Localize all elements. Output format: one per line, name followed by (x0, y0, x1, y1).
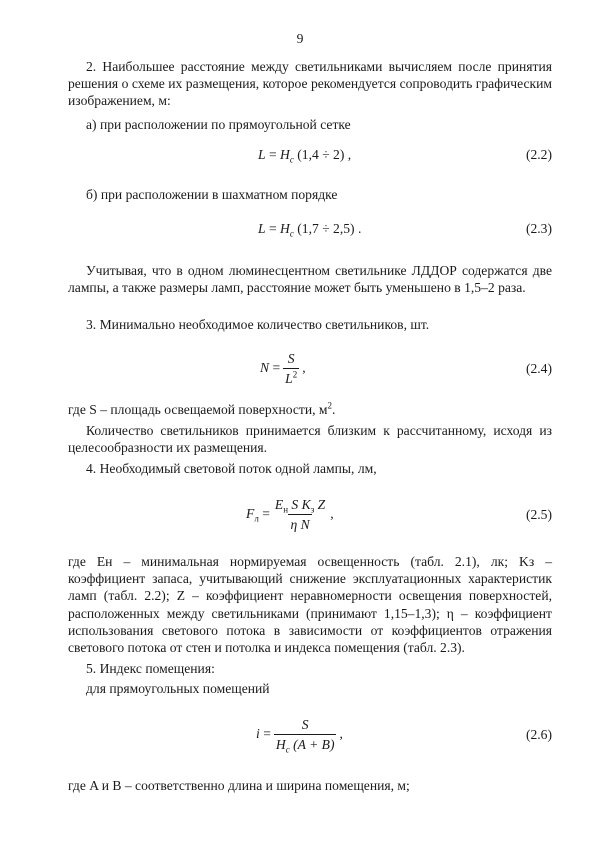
paragraph-2: 2. Наибольшее расстояние между светильниками вычисляем после принятия решения о схеме их размещения, которое рекомендуется сопроводить графическим изображением, м: (68, 59, 552, 109)
formula-2-4: N = $\frac{S}{L^2}$ , (260, 351, 306, 387)
equation-2-3 (68, 220, 552, 244)
equation-2-6 (68, 714, 552, 758)
page-number: 9 (296, 31, 304, 46)
equation-number: (2.2) (525, 147, 552, 162)
rect-rooms: для прямоугольных помещений (86, 681, 270, 696)
formula-2-2: $L = H_c$ (1,4 ÷ 2) , (258, 147, 352, 165)
equation-number: (2.4) (525, 361, 552, 376)
formula-2-6: i = $\frac{S}{H_c (A + B)}$ , (256, 717, 343, 755)
equation-2-2 (68, 146, 552, 170)
equation-number: (2.5) (525, 507, 552, 522)
paragraph-3: 3. Минимально необходимое количество светильников, шт. (86, 317, 430, 332)
where-e: где Eн – минимальная нормируемая освещенность (табл. 2.1), лк; Kз – коэффициент запаса, учитывающий снижение эксплуатационных характеристик ламп (табл. 2.2); Z – коэффициент неравномерности освещения поверхностей, расположенных между светильниками (принимают 1,15–1,3); η – коэффициент использования светового потока в зависимости от коэффициентов отражения светового потока от стен и потолка и индекса помещения (табл. 2.3). (68, 554, 552, 656)
equation-number: (2.6) (525, 727, 552, 742)
item-a: а) при расположении по прямоугольной сетке (86, 117, 351, 132)
formula-2-5: $F_л$ = $\frac{E_н S K_з Z}{\text{η N}}$ , (246, 497, 334, 533)
paragraph-count: Количество светильников принимается близким к рассчитанному, исходя из целесообразности их размещения. (68, 423, 552, 456)
where-s: где S – площадь освещаемой поверхности, $м^2$. (68, 400, 336, 417)
formula-2-3: $L = H_c$ (1,7 ÷ 2,5) . (258, 221, 362, 239)
equation-2-4 (68, 348, 552, 392)
paragraph-lddor: Учитывая, что в одном люминесцентном светильнике ЛДДОР содержатся две лампы, а также размеры ламп, расстояние может быть уменьшено в 1,5–2 раза. (68, 263, 552, 296)
paragraph-4: 4. Необходимый световой поток одной лампы, лм, (86, 461, 377, 476)
where-ab: где A и B – соответственно длина и ширина помещения, м; (68, 778, 410, 793)
equation-2-5 (68, 494, 552, 538)
paragraph-5: 5. Индекс помещения: (86, 661, 215, 676)
item-b: б) при расположении в шахматном порядке (86, 187, 338, 202)
equation-number: (2.3) (525, 221, 552, 236)
